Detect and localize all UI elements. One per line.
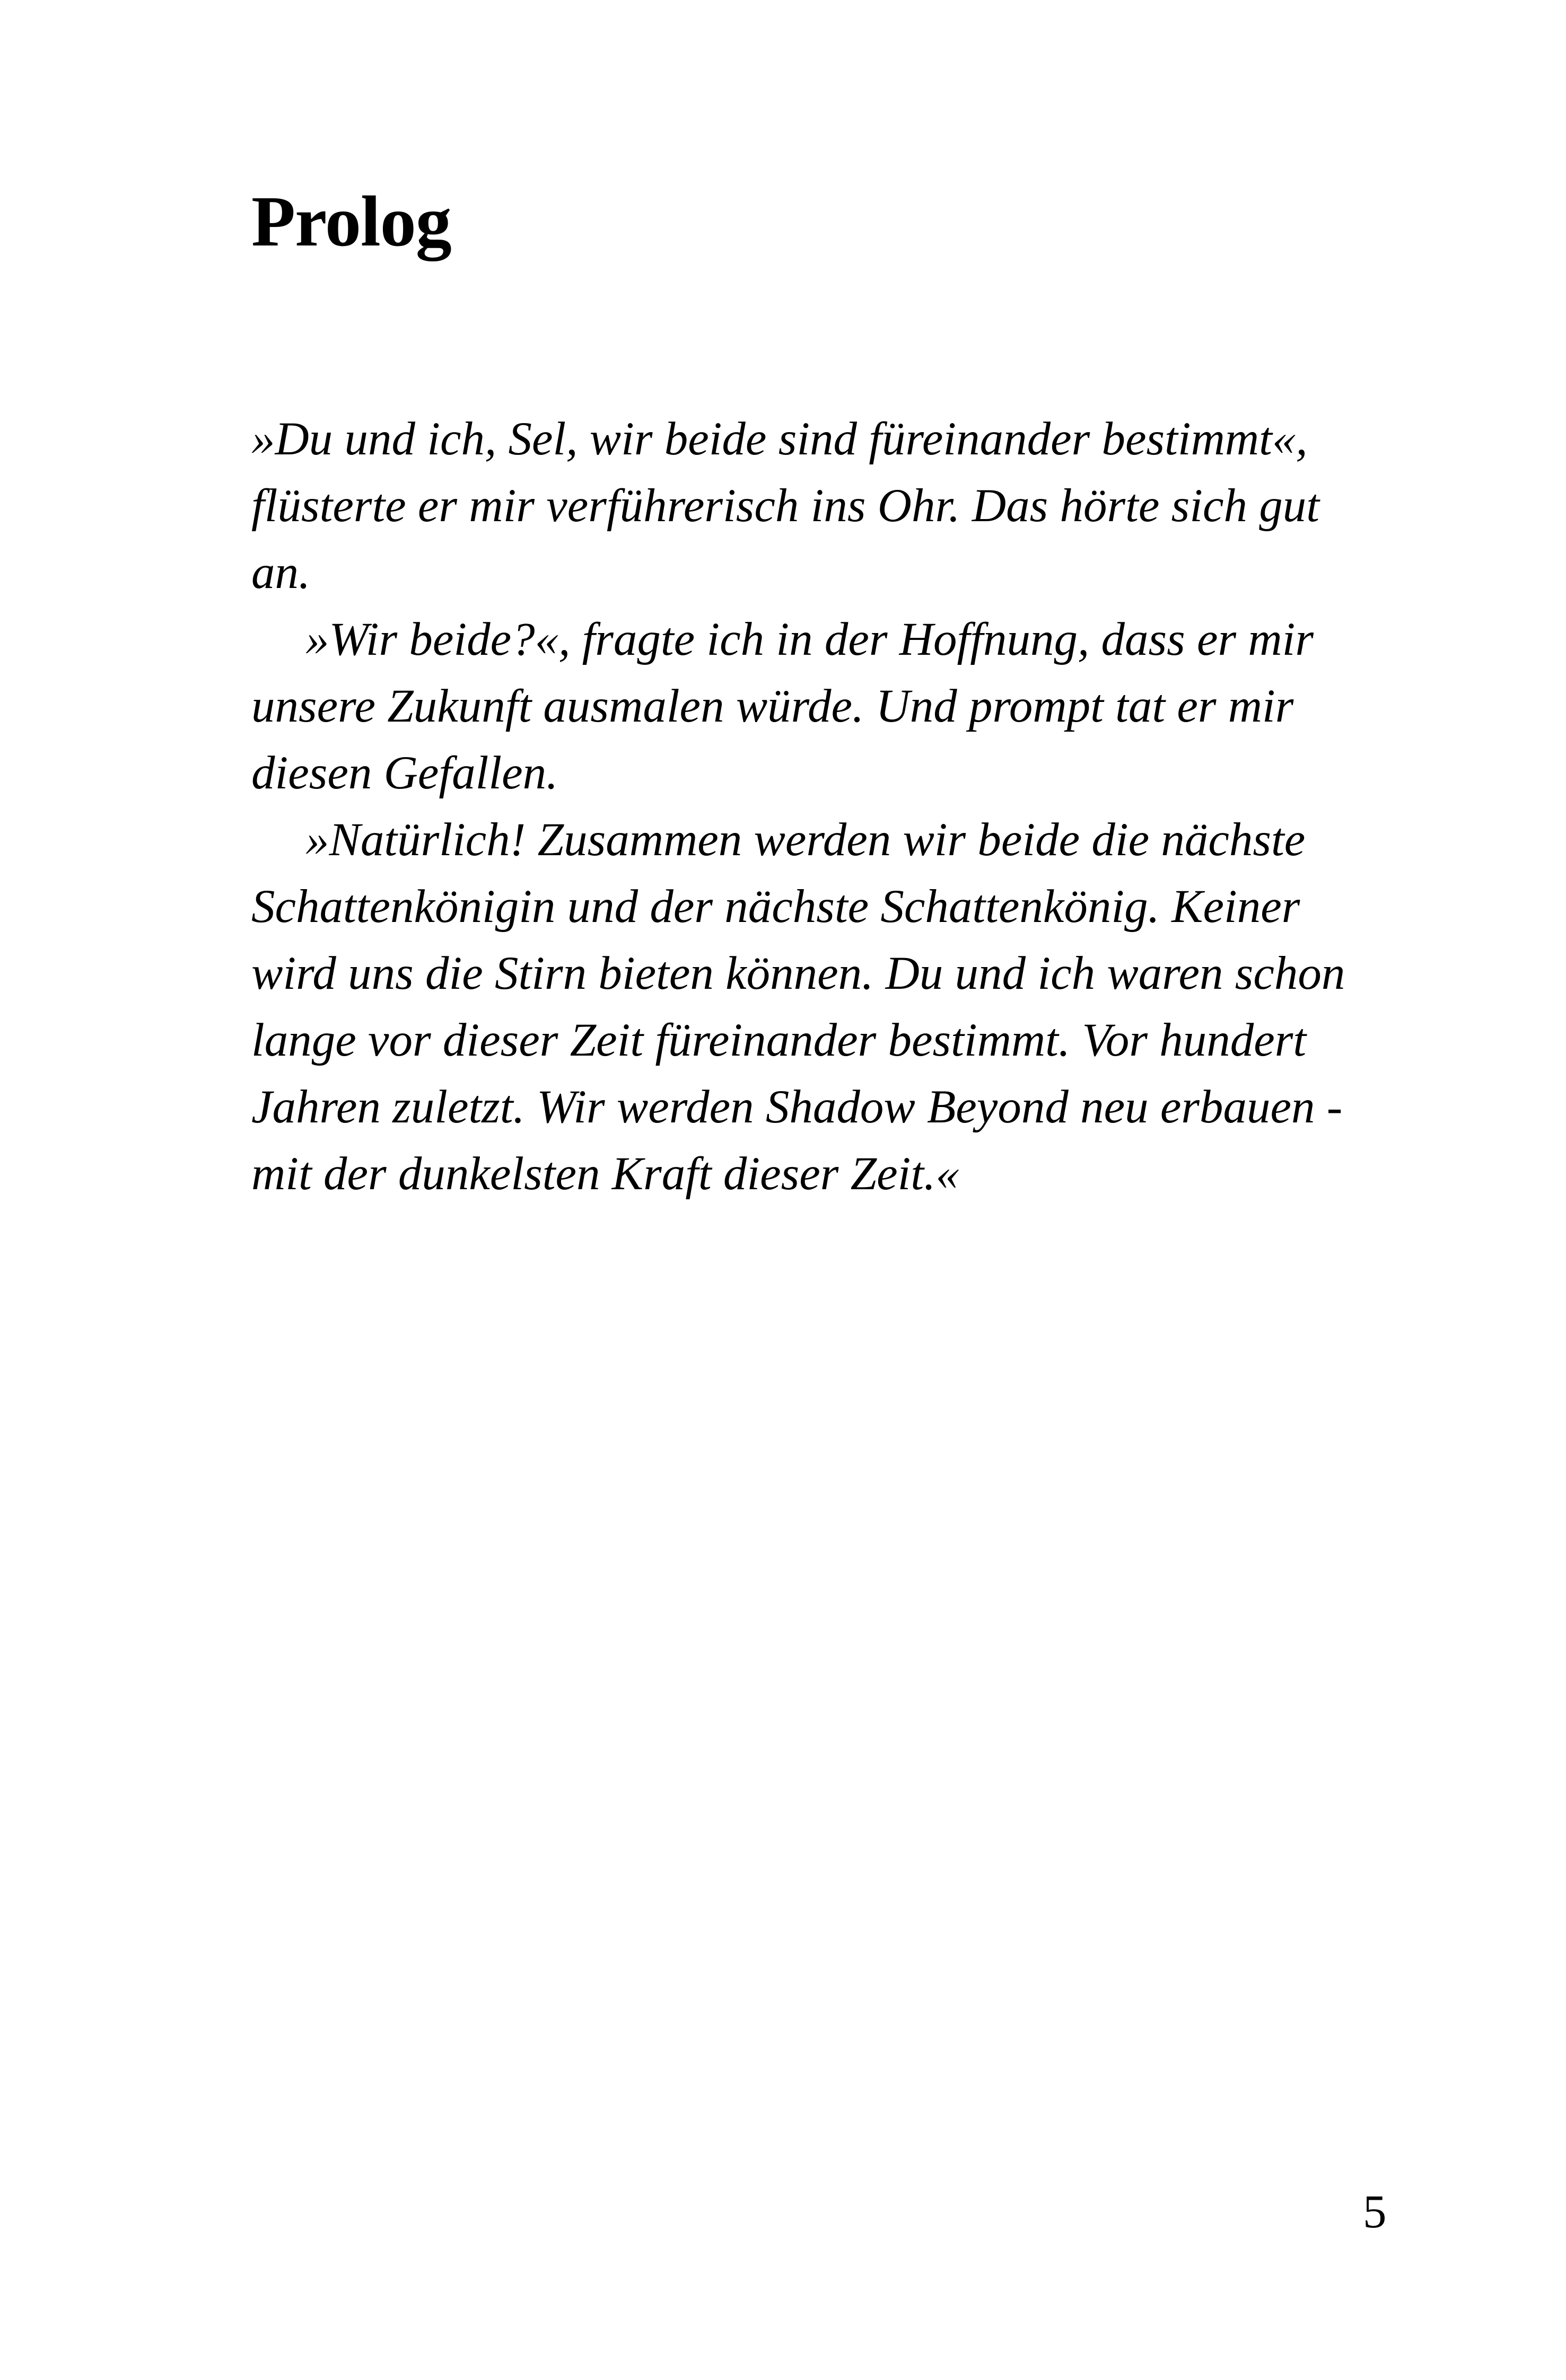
text-line: Jahren zuletzt. Wir werden Shadow Beyond neu erbauen -: [251, 1081, 1343, 1133]
text-line: »Du und ich, Sel, wir beide sind füreinander bestimmt«,: [251, 413, 1308, 465]
text-line: flüsterte er mir verführerisch ins Ohr. Das hörte sich gut: [251, 480, 1319, 532]
paragraph: [251, 406, 1397, 606]
text-line: unsere Zukunft ausmalen würde. Und prompt tat er mir: [251, 680, 1294, 732]
page-number: 5: [1363, 2186, 1387, 2238]
text-line: wird uns die Stirn bieten können. Du und ich waren schon: [251, 947, 1345, 999]
chapter-title: Prolog: [251, 182, 451, 261]
text-line: mit der dunkelsten Kraft dieser Zeit.«: [251, 1148, 959, 1200]
text-line: »Wir beide?«, fragte ich in der Hoffnung, dass er mir: [305, 613, 1314, 665]
text-line: »Natürlich! Zusammen werden wir beide die nächste: [305, 814, 1306, 866]
prolog-text: [251, 406, 1397, 1207]
paragraph: [251, 806, 1397, 1207]
text-line: lange vor dieser Zeit füreinander bestimmt. Vor hundert: [251, 1014, 1307, 1066]
paragraph: [251, 606, 1397, 806]
text-line: an.: [251, 547, 311, 599]
text-line: Schattenkönigin und der nächste Schattenkönig. Keiner: [251, 881, 1300, 933]
text-line: diesen Gefallen.: [251, 747, 558, 799]
